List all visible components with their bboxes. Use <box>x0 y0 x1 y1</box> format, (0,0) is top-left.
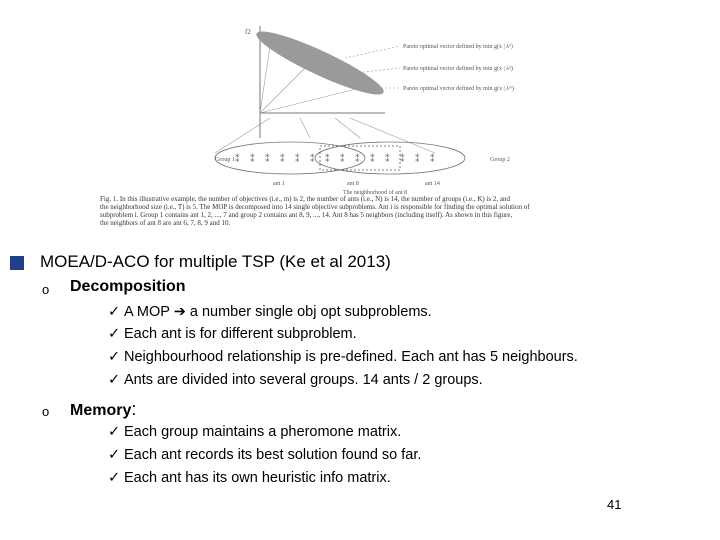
ant-label-1: ant 1 <box>273 181 285 187</box>
page-number: 41 <box>607 497 622 512</box>
caption-line: Fig. 1. In this illustrative example, the number of objectives (i.e., m) is 2, the number of ants (i.e., N) is 14, the number of groups (i.e., K) is 2, and <box>100 195 510 203</box>
svg-text:⁑: ⁑ <box>385 155 390 165</box>
check-icon: ✓ <box>108 447 121 463</box>
decomposition-diagram <box>95 18 645 198</box>
svg-text:⁑: ⁑ <box>415 155 420 165</box>
list-item: ✓ A MOP ➔ a number single obj opt subproblems. <box>108 304 432 320</box>
square-bullet-icon <box>10 256 24 270</box>
svg-text:⁑: ⁑ <box>265 155 270 165</box>
group-1-label: Group 1 <box>215 157 235 163</box>
check-icon: ✓ <box>108 349 121 365</box>
neighborhood-label: The neighborhood of ant 8 <box>343 190 407 196</box>
check-icon: ✓ <box>108 304 121 320</box>
legend-entry-3: Pareto optimal vector defined by min g(x | λᴺ) <box>403 86 514 92</box>
svg-text:⁑: ⁑ <box>340 155 345 165</box>
check-icon: ✓ <box>108 326 121 342</box>
svg-text:⁑: ⁑ <box>370 155 375 165</box>
svg-text:⁑: ⁑ <box>325 155 330 165</box>
pareto-front-shape <box>251 23 388 104</box>
svg-text:⁑: ⁑ <box>295 155 300 165</box>
check-icon: ✓ <box>108 372 121 388</box>
group-2-ellipse <box>315 142 465 174</box>
figure-caption <box>100 195 645 227</box>
list-item: ✓ Each ant is for different subproblem. <box>108 326 357 342</box>
ant-label-14: ant 14 <box>425 181 440 187</box>
slide-heading: MOEA/D-ACO for multiple TSP (Ke et al 2013) <box>40 252 391 271</box>
circle-bullet-icon: o <box>42 404 50 419</box>
ant-label-8: ant 8 <box>347 181 359 187</box>
check-icon: ✓ <box>108 470 121 486</box>
section-title-memory: Memory: <box>70 399 137 419</box>
axis-label: f2 <box>245 28 251 36</box>
caption-line: subproblem i. Group 1 contains ant 1, 2, ..., 7 and group 2 contains ant 8, 9, ..., 14. Ant 8 has 5 neighbors (including itself). As shown in this figure, <box>100 211 513 219</box>
svg-text:⁑: ⁑ <box>235 155 240 165</box>
group-2-label: Group 2 <box>490 157 510 163</box>
svg-text:⁑: ⁑ <box>250 155 255 165</box>
list-item: ✓ Each group maintains a pheromone matrix. <box>108 424 402 440</box>
caption-line: the neighbors of ant 8 are ant 6, 7, 8, 9 and 10. <box>100 219 231 227</box>
legend-entry-1: Pareto optimal vector defined by min g(x | λ¹) <box>403 44 513 50</box>
list-item: ✓ Ants are divided into several groups. 14 ants / 2 groups. <box>108 372 483 388</box>
caption-line: the neighborhood size (i.e., T) is 5. The MOP is decomposed into 14 single objective subproblems. Ant i is responsible for finding the optimal solution of <box>100 203 530 211</box>
circle-bullet-icon: o <box>42 282 50 297</box>
section-title-decomposition: Decomposition <box>70 278 186 295</box>
svg-text:⁑: ⁑ <box>355 155 360 165</box>
list-item: ✓ Neighbourhood relationship is pre-defined. Each ant has 5 neighbours. <box>108 349 578 365</box>
check-icon: ✓ <box>108 424 121 440</box>
svg-text:⁑: ⁑ <box>280 155 285 165</box>
svg-text:⁑: ⁑ <box>430 155 435 165</box>
list-item: ✓ Each ant records its best solution found so far. <box>108 447 422 463</box>
legend-entry-2: Pareto optimal vector defined by min g(x | λ²) <box>403 66 513 72</box>
svg-text:⁑: ⁑ <box>310 155 315 165</box>
list-item: ✓ Each ant has its own heuristic info matrix. <box>108 470 391 486</box>
svg-text:⁑: ⁑ <box>400 155 405 165</box>
ant-glyphs <box>235 153 435 165</box>
